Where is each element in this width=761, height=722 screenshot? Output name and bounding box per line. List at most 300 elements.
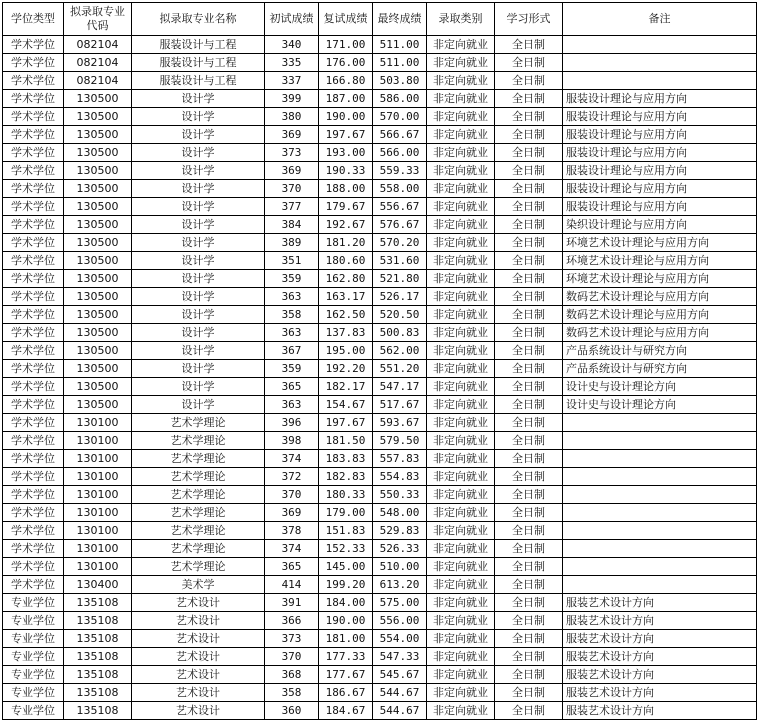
cell-final-score: 551.20 [373, 360, 427, 378]
cell-final-score: 566.67 [373, 126, 427, 144]
cell-admission-category: 非定向就业 [427, 126, 495, 144]
cell-major-name: 设计学 [132, 126, 265, 144]
cell-degree-type: 学术学位 [3, 558, 64, 576]
table-row [3, 234, 757, 252]
cell-major-code: 082104 [64, 72, 132, 90]
table-row [3, 252, 757, 270]
cell-final-score: 558.00 [373, 180, 427, 198]
header-degree-type: 学位类型 [3, 3, 64, 36]
cell-major-name: 设计学 [132, 270, 265, 288]
table-row [3, 594, 757, 612]
cell-initial-score: 351 [265, 252, 319, 270]
cell-study-mode: 全日制 [495, 36, 563, 54]
cell-study-mode: 全日制 [495, 126, 563, 144]
cell-degree-type: 学术学位 [3, 522, 64, 540]
cell-initial-score: 365 [265, 558, 319, 576]
cell-retest-score: 166.80 [319, 72, 373, 90]
cell-degree-type: 学术学位 [3, 324, 64, 342]
cell-admission-category: 非定向就业 [427, 342, 495, 360]
cell-major-code: 130100 [64, 486, 132, 504]
cell-admission-category: 非定向就业 [427, 90, 495, 108]
cell-degree-type: 学术学位 [3, 360, 64, 378]
cell-remarks: 环境艺术设计理论与应用方向 [563, 252, 757, 270]
table-row [3, 198, 757, 216]
cell-admission-category: 非定向就业 [427, 36, 495, 54]
cell-retest-score: 151.83 [319, 522, 373, 540]
table-row [3, 522, 757, 540]
table-row [3, 342, 757, 360]
cell-study-mode: 全日制 [495, 342, 563, 360]
cell-degree-type: 专业学位 [3, 594, 64, 612]
cell-retest-score: 193.00 [319, 144, 373, 162]
table-row [3, 612, 757, 630]
cell-degree-type: 学术学位 [3, 252, 64, 270]
header-retest-score: 复试成绩 [319, 3, 373, 36]
cell-degree-type: 学术学位 [3, 144, 64, 162]
cell-study-mode: 全日制 [495, 90, 563, 108]
cell-major-name: 艺术学理论 [132, 558, 265, 576]
cell-degree-type: 学术学位 [3, 468, 64, 486]
header-initial-score: 初试成绩 [265, 3, 319, 36]
cell-study-mode: 全日制 [495, 234, 563, 252]
cell-major-code: 130500 [64, 126, 132, 144]
cell-study-mode: 全日制 [495, 252, 563, 270]
cell-major-code: 130500 [64, 288, 132, 306]
cell-major-name: 设计学 [132, 108, 265, 126]
cell-study-mode: 全日制 [495, 144, 563, 162]
cell-remarks: 服装艺术设计方向 [563, 630, 757, 648]
cell-admission-category: 非定向就业 [427, 684, 495, 702]
header-final-score: 最终成绩 [373, 3, 427, 36]
cell-degree-type: 学术学位 [3, 414, 64, 432]
cell-major-code: 130500 [64, 378, 132, 396]
cell-remarks: 产品系统设计与研究方向 [563, 360, 757, 378]
cell-major-code: 130500 [64, 324, 132, 342]
cell-remarks: 设计史与设计理论方向 [563, 378, 757, 396]
cell-initial-score: 335 [265, 54, 319, 72]
cell-retest-score: 162.80 [319, 270, 373, 288]
cell-final-score: 547.17 [373, 378, 427, 396]
cell-retest-score: 184.00 [319, 594, 373, 612]
cell-study-mode: 全日制 [495, 288, 563, 306]
cell-admission-category: 非定向就业 [427, 612, 495, 630]
cell-major-code: 135108 [64, 648, 132, 666]
cell-study-mode: 全日制 [495, 612, 563, 630]
cell-major-code: 130100 [64, 540, 132, 558]
cell-admission-category: 非定向就业 [427, 216, 495, 234]
cell-initial-score: 337 [265, 72, 319, 90]
cell-initial-score: 374 [265, 450, 319, 468]
cell-initial-score: 384 [265, 216, 319, 234]
cell-final-score: 613.20 [373, 576, 427, 594]
cell-remarks [563, 540, 757, 558]
cell-initial-score: 414 [265, 576, 319, 594]
cell-degree-type: 学术学位 [3, 198, 64, 216]
cell-major-name: 设计学 [132, 252, 265, 270]
cell-admission-category: 非定向就业 [427, 648, 495, 666]
table-row [3, 576, 757, 594]
cell-study-mode: 全日制 [495, 648, 563, 666]
cell-major-code: 130500 [64, 108, 132, 126]
cell-final-score: 556.67 [373, 198, 427, 216]
table-row [3, 432, 757, 450]
table-row [3, 414, 757, 432]
cell-admission-category: 非定向就业 [427, 666, 495, 684]
table-row [3, 324, 757, 342]
cell-retest-score: 192.67 [319, 216, 373, 234]
cell-major-code: 130500 [64, 234, 132, 252]
cell-study-mode: 全日制 [495, 558, 563, 576]
cell-remarks: 环境艺术设计理论与应用方向 [563, 270, 757, 288]
cell-major-name: 艺术学理论 [132, 468, 265, 486]
cell-retest-score: 187.00 [319, 90, 373, 108]
cell-final-score: 517.67 [373, 396, 427, 414]
cell-major-name: 艺术设计 [132, 612, 265, 630]
cell-retest-score: 181.20 [319, 234, 373, 252]
cell-initial-score: 358 [265, 306, 319, 324]
cell-retest-score: 183.83 [319, 450, 373, 468]
table-row [3, 486, 757, 504]
cell-study-mode: 全日制 [495, 684, 563, 702]
cell-major-code: 130500 [64, 342, 132, 360]
cell-major-name: 艺术设计 [132, 630, 265, 648]
cell-retest-score: 176.00 [319, 54, 373, 72]
table-row [3, 54, 757, 72]
cell-final-score: 511.00 [373, 54, 427, 72]
cell-initial-score: 363 [265, 288, 319, 306]
cell-retest-score: 179.67 [319, 198, 373, 216]
cell-admission-category: 非定向就业 [427, 378, 495, 396]
cell-major-code: 130500 [64, 162, 132, 180]
cell-final-score: 547.33 [373, 648, 427, 666]
admission-table [2, 2, 757, 720]
cell-major-name: 设计学 [132, 180, 265, 198]
cell-admission-category: 非定向就业 [427, 306, 495, 324]
table-row [3, 468, 757, 486]
table-row [3, 504, 757, 522]
cell-admission-category: 非定向就业 [427, 360, 495, 378]
cell-remarks: 服装设计理论与应用方向 [563, 198, 757, 216]
cell-final-score: 556.00 [373, 612, 427, 630]
table-row [3, 108, 757, 126]
cell-degree-type: 学术学位 [3, 162, 64, 180]
cell-admission-category: 非定向就业 [427, 702, 495, 720]
cell-initial-score: 380 [265, 108, 319, 126]
cell-degree-type: 学术学位 [3, 540, 64, 558]
cell-admission-category: 非定向就业 [427, 522, 495, 540]
cell-degree-type: 学术学位 [3, 90, 64, 108]
cell-major-name: 设计学 [132, 288, 265, 306]
cell-admission-category: 非定向就业 [427, 252, 495, 270]
cell-major-code: 130500 [64, 216, 132, 234]
cell-major-code: 135108 [64, 630, 132, 648]
cell-remarks: 数码艺术设计理论与应用方向 [563, 288, 757, 306]
cell-retest-score: 197.67 [319, 414, 373, 432]
cell-remarks [563, 36, 757, 54]
cell-remarks [563, 558, 757, 576]
cell-remarks: 服装艺术设计方向 [563, 594, 757, 612]
cell-remarks: 数码艺术设计理论与应用方向 [563, 324, 757, 342]
cell-final-score: 544.67 [373, 684, 427, 702]
cell-major-name: 设计学 [132, 342, 265, 360]
cell-initial-score: 367 [265, 342, 319, 360]
cell-admission-category: 非定向就业 [427, 198, 495, 216]
cell-major-code: 130500 [64, 198, 132, 216]
cell-admission-category: 非定向就业 [427, 324, 495, 342]
cell-final-score: 550.33 [373, 486, 427, 504]
cell-initial-score: 399 [265, 90, 319, 108]
cell-degree-type: 学术学位 [3, 504, 64, 522]
cell-major-name: 服装设计与工程 [132, 54, 265, 72]
cell-initial-score: 370 [265, 648, 319, 666]
cell-initial-score: 373 [265, 144, 319, 162]
header-study-mode: 学习形式 [495, 3, 563, 36]
cell-remarks: 服装艺术设计方向 [563, 666, 757, 684]
cell-admission-category: 非定向就业 [427, 72, 495, 90]
cell-degree-type: 学术学位 [3, 288, 64, 306]
cell-remarks: 服装设计理论与应用方向 [563, 162, 757, 180]
cell-remarks: 服装设计理论与应用方向 [563, 126, 757, 144]
cell-major-code: 135108 [64, 594, 132, 612]
cell-major-name: 设计学 [132, 378, 265, 396]
cell-admission-category: 非定向就业 [427, 234, 495, 252]
cell-study-mode: 全日制 [495, 270, 563, 288]
cell-study-mode: 全日制 [495, 666, 563, 684]
table-row [3, 36, 757, 54]
cell-retest-score: 179.00 [319, 504, 373, 522]
cell-retest-score: 137.83 [319, 324, 373, 342]
cell-admission-category: 非定向就业 [427, 288, 495, 306]
cell-degree-type: 学术学位 [3, 342, 64, 360]
cell-major-code: 130500 [64, 396, 132, 414]
cell-remarks [563, 414, 757, 432]
cell-final-score: 526.17 [373, 288, 427, 306]
cell-initial-score: 389 [265, 234, 319, 252]
cell-retest-score: 190.33 [319, 162, 373, 180]
cell-retest-score: 180.33 [319, 486, 373, 504]
table-row [3, 396, 757, 414]
cell-degree-type: 学术学位 [3, 180, 64, 198]
cell-retest-score: 186.67 [319, 684, 373, 702]
cell-major-name: 设计学 [132, 198, 265, 216]
cell-remarks: 服装艺术设计方向 [563, 684, 757, 702]
cell-study-mode: 全日制 [495, 198, 563, 216]
cell-remarks [563, 450, 757, 468]
cell-study-mode: 全日制 [495, 450, 563, 468]
cell-admission-category: 非定向就业 [427, 630, 495, 648]
cell-retest-score: 188.00 [319, 180, 373, 198]
cell-admission-category: 非定向就业 [427, 414, 495, 432]
cell-major-code: 130100 [64, 504, 132, 522]
cell-major-code: 130500 [64, 252, 132, 270]
cell-degree-type: 学术学位 [3, 126, 64, 144]
cell-admission-category: 非定向就业 [427, 270, 495, 288]
cell-retest-score: 190.00 [319, 108, 373, 126]
cell-major-name: 设计学 [132, 162, 265, 180]
cell-remarks: 产品系统设计与研究方向 [563, 342, 757, 360]
cell-degree-type: 专业学位 [3, 666, 64, 684]
cell-final-score: 520.50 [373, 306, 427, 324]
cell-initial-score: 365 [265, 378, 319, 396]
cell-major-name: 设计学 [132, 306, 265, 324]
cell-final-score: 557.83 [373, 450, 427, 468]
cell-initial-score: 370 [265, 486, 319, 504]
cell-final-score: 570.00 [373, 108, 427, 126]
cell-final-score: 548.00 [373, 504, 427, 522]
table-row [3, 72, 757, 90]
cell-major-code: 130100 [64, 468, 132, 486]
cell-degree-type: 学术学位 [3, 270, 64, 288]
cell-remarks [563, 72, 757, 90]
cell-study-mode: 全日制 [495, 54, 563, 72]
cell-degree-type: 专业学位 [3, 612, 64, 630]
cell-initial-score: 359 [265, 360, 319, 378]
cell-study-mode: 全日制 [495, 414, 563, 432]
cell-study-mode: 全日制 [495, 216, 563, 234]
cell-major-code: 130500 [64, 180, 132, 198]
cell-remarks [563, 522, 757, 540]
cell-retest-score: 181.50 [319, 432, 373, 450]
cell-major-name: 设计学 [132, 234, 265, 252]
cell-major-name: 设计学 [132, 324, 265, 342]
cell-initial-score: 369 [265, 162, 319, 180]
cell-admission-category: 非定向就业 [427, 108, 495, 126]
table-row [3, 90, 757, 108]
cell-study-mode: 全日制 [495, 522, 563, 540]
cell-retest-score: 180.60 [319, 252, 373, 270]
cell-retest-score: 182.17 [319, 378, 373, 396]
cell-major-code: 130400 [64, 576, 132, 594]
cell-remarks [563, 54, 757, 72]
cell-study-mode: 全日制 [495, 306, 563, 324]
cell-retest-score: 182.83 [319, 468, 373, 486]
cell-remarks: 数码艺术设计理论与应用方向 [563, 306, 757, 324]
cell-final-score: 511.00 [373, 36, 427, 54]
cell-remarks [563, 576, 757, 594]
cell-degree-type: 学术学位 [3, 54, 64, 72]
table-row [3, 180, 757, 198]
cell-major-code: 130100 [64, 558, 132, 576]
cell-final-score: 526.33 [373, 540, 427, 558]
cell-admission-category: 非定向就业 [427, 540, 495, 558]
cell-study-mode: 全日制 [495, 486, 563, 504]
cell-study-mode: 全日制 [495, 108, 563, 126]
cell-initial-score: 363 [265, 396, 319, 414]
cell-final-score: 531.60 [373, 252, 427, 270]
cell-initial-score: 340 [265, 36, 319, 54]
cell-study-mode: 全日制 [495, 702, 563, 720]
cell-retest-score: 192.20 [319, 360, 373, 378]
cell-admission-category: 非定向就业 [427, 54, 495, 72]
cell-retest-score: 152.33 [319, 540, 373, 558]
cell-remarks [563, 432, 757, 450]
cell-major-name: 设计学 [132, 360, 265, 378]
table-row [3, 288, 757, 306]
cell-final-score: 500.83 [373, 324, 427, 342]
cell-initial-score: 377 [265, 198, 319, 216]
cell-initial-score: 370 [265, 180, 319, 198]
cell-admission-category: 非定向就业 [427, 450, 495, 468]
cell-admission-category: 非定向就业 [427, 144, 495, 162]
cell-initial-score: 368 [265, 666, 319, 684]
cell-initial-score: 359 [265, 270, 319, 288]
cell-initial-score: 358 [265, 684, 319, 702]
cell-major-name: 艺术设计 [132, 594, 265, 612]
cell-degree-type: 学术学位 [3, 108, 64, 126]
cell-final-score: 575.00 [373, 594, 427, 612]
cell-remarks [563, 486, 757, 504]
cell-final-score: 545.67 [373, 666, 427, 684]
cell-retest-score: 163.17 [319, 288, 373, 306]
cell-final-score: 529.83 [373, 522, 427, 540]
cell-major-name: 服装设计与工程 [132, 36, 265, 54]
cell-final-score: 570.20 [373, 234, 427, 252]
cell-initial-score: 374 [265, 540, 319, 558]
cell-retest-score: 197.67 [319, 126, 373, 144]
table-row [3, 162, 757, 180]
cell-remarks: 服装设计理论与应用方向 [563, 144, 757, 162]
table-row [3, 648, 757, 666]
cell-initial-score: 369 [265, 504, 319, 522]
cell-major-code: 082104 [64, 36, 132, 54]
cell-admission-category: 非定向就业 [427, 432, 495, 450]
cell-major-name: 艺术设计 [132, 702, 265, 720]
cell-retest-score: 171.00 [319, 36, 373, 54]
table-row [3, 216, 757, 234]
cell-retest-score: 145.00 [319, 558, 373, 576]
cell-final-score: 586.00 [373, 90, 427, 108]
cell-admission-category: 非定向就业 [427, 576, 495, 594]
cell-initial-score: 366 [265, 612, 319, 630]
cell-initial-score: 369 [265, 126, 319, 144]
cell-retest-score: 177.67 [319, 666, 373, 684]
cell-final-score: 503.80 [373, 72, 427, 90]
table-row [3, 702, 757, 720]
table-row [3, 306, 757, 324]
cell-major-name: 艺术学理论 [132, 522, 265, 540]
cell-admission-category: 非定向就业 [427, 468, 495, 486]
cell-initial-score: 372 [265, 468, 319, 486]
cell-major-code: 130100 [64, 450, 132, 468]
cell-major-name: 艺术学理论 [132, 486, 265, 504]
cell-major-name: 艺术学理论 [132, 540, 265, 558]
cell-study-mode: 全日制 [495, 162, 563, 180]
cell-admission-category: 非定向就业 [427, 504, 495, 522]
cell-degree-type: 学术学位 [3, 576, 64, 594]
cell-initial-score: 398 [265, 432, 319, 450]
cell-retest-score: 199.20 [319, 576, 373, 594]
cell-final-score: 510.00 [373, 558, 427, 576]
cell-degree-type: 学术学位 [3, 36, 64, 54]
table-row [3, 630, 757, 648]
cell-remarks: 设计史与设计理论方向 [563, 396, 757, 414]
cell-study-mode: 全日制 [495, 504, 563, 522]
cell-retest-score: 195.00 [319, 342, 373, 360]
cell-final-score: 579.50 [373, 432, 427, 450]
table-row [3, 360, 757, 378]
cell-degree-type: 学术学位 [3, 378, 64, 396]
cell-retest-score: 177.33 [319, 648, 373, 666]
cell-retest-score: 190.00 [319, 612, 373, 630]
cell-major-name: 艺术学理论 [132, 414, 265, 432]
cell-remarks: 服装艺术设计方向 [563, 612, 757, 630]
table-row [3, 144, 757, 162]
cell-admission-category: 非定向就业 [427, 486, 495, 504]
cell-study-mode: 全日制 [495, 396, 563, 414]
cell-final-score: 576.67 [373, 216, 427, 234]
cell-remarks [563, 468, 757, 486]
cell-degree-type: 学术学位 [3, 432, 64, 450]
